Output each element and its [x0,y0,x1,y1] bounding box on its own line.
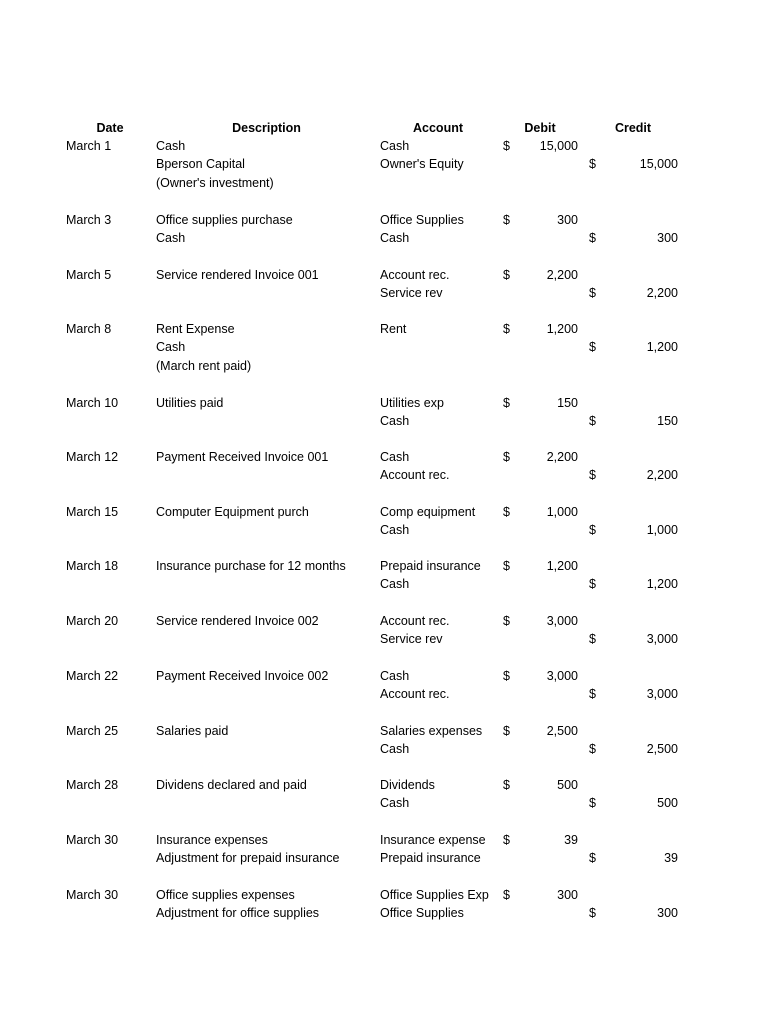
line-description: Rent Expense [156,322,235,336]
journal-line [0,794,768,812]
line-account: Utilities exp [380,396,444,410]
entry-date: March 25 [66,724,119,738]
line-account: Cash [380,796,410,811]
line-account: Service rev [380,632,443,647]
journal-line [0,667,768,685]
journal-line [0,448,768,466]
entry-date: March 1 [66,139,112,153]
line-account: Cash [380,523,410,538]
journal-line [0,211,768,229]
credit-amount: 2,200 [646,468,678,483]
line-account: Cash [380,577,410,592]
line-description: Service rendered Invoice 001 [156,268,319,282]
debit-amount: 1,200 [546,322,578,336]
line-description: Office supplies purchase [156,213,293,227]
journal-line [0,740,768,758]
credit-currency-symbol: $ [589,286,596,301]
debit-currency-symbol: $ [503,778,510,792]
line-account: Owner's Equity [380,157,464,172]
entry-date: March 10 [66,396,119,410]
debit-amount: 2,500 [546,724,578,738]
entry-date: March 22 [66,669,119,683]
entry-date: March 28 [66,778,119,792]
line-account: Cash [380,450,410,464]
credit-amount: 1,200 [646,577,678,592]
line-account: Cash [380,231,410,246]
credit-amount: 300 [657,231,678,246]
credit-amount: 2,200 [646,286,678,301]
journal-line [0,394,768,412]
debit-amount: 3,000 [546,669,578,683]
credit-amount: 2,500 [646,742,678,757]
line-description: Dividens declared and paid [156,778,307,792]
debit-amount: 1,000 [546,505,578,519]
journal-line [0,904,768,922]
debit-currency-symbol: $ [503,559,510,573]
debit-amount: 2,200 [546,268,578,282]
entry-date: March 5 [66,268,112,282]
debit-currency-symbol: $ [503,724,510,738]
line-account: Office Supplies [380,213,464,227]
credit-currency-symbol: $ [589,340,596,355]
credit-currency-symbol: $ [589,632,596,647]
line-description: (March rent paid) [156,358,252,373]
credit-amount: 15,000 [639,157,678,172]
debit-amount: 15,000 [539,139,578,153]
line-description: Insurance expenses [156,833,268,847]
credit-amount: 1,000 [646,523,678,538]
line-description: Service rendered Invoice 002 [156,614,319,628]
line-account: Cash [380,139,410,153]
credit-amount: 3,000 [646,632,678,647]
debit-amount: 2,200 [546,450,578,464]
debit-currency-symbol: $ [503,213,510,227]
line-description: Bperson Capital [156,157,245,172]
credit-currency-symbol: $ [589,468,596,483]
credit-currency-symbol: $ [589,231,596,246]
debit-currency-symbol: $ [503,505,510,519]
journal-line [0,521,768,539]
entry-date: March 18 [66,559,119,573]
journal-line [0,776,768,794]
line-account: Account rec. [380,614,450,628]
debit-amount: 39 [564,833,578,847]
line-description: Salaries paid [156,724,229,738]
header-debit: Debit [524,121,556,135]
line-account: Salaries expenses [380,724,483,738]
credit-currency-symbol: $ [589,157,596,172]
line-description: Insurance purchase for 12 months [156,559,346,573]
debit-currency-symbol: $ [503,322,510,336]
line-description: Adjustment for prepaid insurance [156,851,340,866]
debit-amount: 500 [557,778,578,792]
line-account: Cash [380,742,410,757]
line-description: Adjustment for office supplies [156,906,320,921]
debit-currency-symbol: $ [503,396,510,410]
line-account: Account rec. [380,468,450,483]
journal-line [0,831,768,849]
debit-amount: 300 [557,888,578,902]
line-description: Cash [156,139,186,153]
journal-line [0,412,768,430]
line-account: Dividends [380,778,435,792]
debit-currency-symbol: $ [503,450,510,464]
journal-line [0,320,768,338]
journal-line [0,612,768,630]
credit-amount: 300 [657,906,678,921]
header-date: Date [96,121,124,135]
line-description: Office supplies expenses [156,888,295,902]
entry-date: March 12 [66,450,119,464]
line-account: Cash [380,414,410,429]
line-description: Utilities paid [156,396,224,410]
credit-amount: 500 [657,796,678,811]
journal-line [0,137,768,155]
line-account: Account rec. [380,687,450,702]
journal-line [0,266,768,284]
journal-line [0,557,768,575]
credit-amount: 150 [657,414,678,429]
journal-line [0,575,768,593]
debit-currency-symbol: $ [503,833,510,847]
header-description: Description [232,121,301,135]
entry-date: March 15 [66,505,119,519]
journal-line [0,229,768,247]
line-description: Cash [156,340,186,355]
journal-line [0,685,768,703]
debit-currency-symbol: $ [503,614,510,628]
journal-line [0,155,768,173]
line-account: Comp equipment [380,505,476,519]
line-account: Office Supplies [380,906,464,921]
debit-amount: 150 [557,396,578,410]
credit-currency-symbol: $ [589,742,596,757]
line-description: Payment Received Invoice 001 [156,450,329,464]
credit-amount: 39 [664,851,678,866]
credit-amount: 3,000 [646,687,678,702]
line-description: (Owner's investment) [156,175,274,190]
line-account: Service rev [380,286,443,301]
credit-currency-symbol: $ [589,687,596,702]
debit-amount: 300 [557,213,578,227]
line-account: Prepaid insurance [380,851,481,866]
debit-currency-symbol: $ [503,669,510,683]
debit-currency-symbol: $ [503,268,510,282]
journal-line [0,466,768,484]
credit-currency-symbol: $ [589,523,596,538]
header-account: Account [413,121,463,135]
line-account: Rent [380,322,407,336]
header-credit: Credit [614,121,652,135]
line-account: Prepaid insurance [380,559,481,573]
entry-date: March 3 [66,213,112,227]
journal-line [0,630,768,648]
journal-line [0,174,768,192]
line-account: Insurance expense [380,833,486,847]
line-account: Account rec. [380,268,450,282]
entry-date: March 8 [66,322,112,336]
credit-currency-symbol: $ [589,414,596,429]
credit-currency-symbol: $ [589,577,596,592]
credit-currency-symbol: $ [589,906,596,921]
journal-line [0,849,768,867]
credit-currency-symbol: $ [589,851,596,866]
entry-date: March 30 [66,888,119,902]
credit-amount: 1,200 [646,340,678,355]
debit-amount: 1,200 [546,559,578,573]
entry-date: March 20 [66,614,119,628]
journal-line [0,284,768,302]
journal-line [0,722,768,740]
header-row [0,119,768,137]
journal-line [0,357,768,375]
credit-currency-symbol: $ [589,796,596,811]
line-description: Cash [156,231,186,246]
line-account: Office Supplies Exp [380,888,489,902]
journal-line [0,886,768,904]
debit-currency-symbol: $ [503,139,510,153]
debit-currency-symbol: $ [503,888,510,902]
journal-line [0,503,768,521]
line-description: Computer Equipment purch [156,505,309,519]
debit-amount: 3,000 [546,614,578,628]
journal-line [0,338,768,356]
entry-date: March 30 [66,833,119,847]
line-description: Payment Received Invoice 002 [156,669,329,683]
line-account: Cash [380,669,410,683]
